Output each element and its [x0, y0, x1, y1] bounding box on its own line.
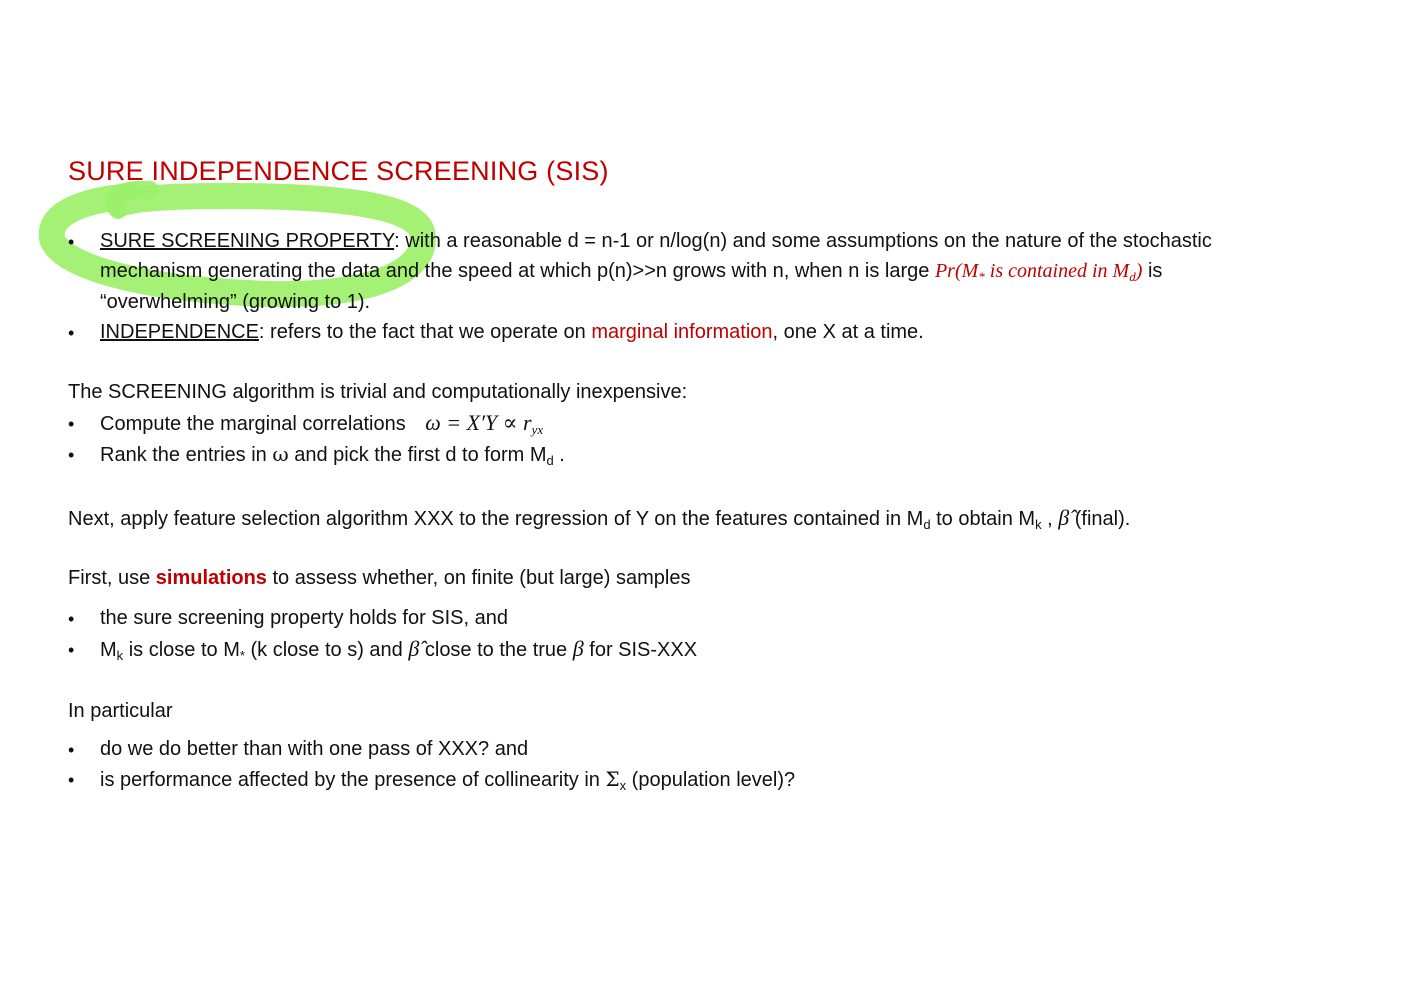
- next-step-paragraph: Next, apply feature selection algorithm XXX to the regression of Y on the features contained in $M_d$ to obtain $M_k$ , β̂ (final).: [68, 505, 1131, 532]
- bullet-marker: •: [68, 445, 75, 465]
- bullet-marker: •: [68, 232, 75, 252]
- simulations-highlight: simulations: [155, 567, 267, 589]
- bullet-marker: •: [68, 770, 75, 790]
- screening-step-2: Rank the entries in ω and pick the first d to form $M_d$ .: [100, 442, 565, 468]
- bullet-sure-screening-line1: [100, 226, 1212, 256]
- marginal-information-highlight: marginal information: [591, 321, 773, 343]
- simulation-item-2: $M_k$ is close to $M_*$ (k close to s) and β̂ close to the true β for SIS-XXX: [100, 636, 698, 663]
- page-title: SURE INDEPENDENCE SCREENING (SIS): [68, 156, 609, 186]
- bullet-marker: •: [68, 414, 75, 434]
- simulation-item-1: the sure screening property holds for SIS, and: [100, 607, 509, 629]
- particular-item-2: is performance affected by the presence of collinearity in $\Sigma_x$ (population level)?: [100, 767, 796, 793]
- bullet-sure-screening-line2: mechanism generating the data and the speed at which p(n)>>n grows with n, when n is large $Pr(M_*$ is contained in $M_d$) is: [100, 260, 1163, 284]
- bullet-independence: INDEPENDENCE: refers to the fact that we operate on marginal information, one X at a time.: [100, 321, 924, 343]
- particular-heading: In particular: [68, 700, 173, 722]
- correlation-formula: $\omega = X'Y \propto r_{yx}$: [425, 410, 544, 437]
- sure-screening-text: : with a reasonable d = n-1 or n/log(n) and some assumptions on the nature of the stochastic: [394, 230, 1212, 252]
- bullet-marker: •: [68, 640, 75, 660]
- independence-term: INDEPENDENCE: [100, 321, 259, 343]
- bullet-sure-screening-line3: “overwhelming” (growing to 1).: [100, 291, 371, 313]
- screening-step-1: Compute the marginal correlations $\omega = X'Y \propto r_{yx}$: [100, 410, 544, 437]
- sure-screening-term: SURE SCREENING PROPERTY: [100, 230, 395, 252]
- sure-screening-text-2: mechanism generating the data and the speed at which p(n)>>n grows with n, when n is large: [100, 260, 935, 282]
- particular-item-1: do we do better than with one pass of XXX? and: [100, 738, 529, 760]
- bullet-marker: •: [68, 323, 75, 343]
- screening-heading: The SCREENING algorithm is trivial and computationally inexpensive:: [68, 381, 688, 403]
- simulations-paragraph: First, use simulations to assess whether, on finite (but large) samples: [68, 567, 691, 589]
- bullet-marker: •: [68, 740, 75, 760]
- bullet-marker: •: [68, 609, 75, 629]
- probability-formula: $Pr(M_*$ is contained in $M_d$): [934, 260, 1143, 284]
- beta-hat-symbol: β̂: [1058, 505, 1070, 530]
